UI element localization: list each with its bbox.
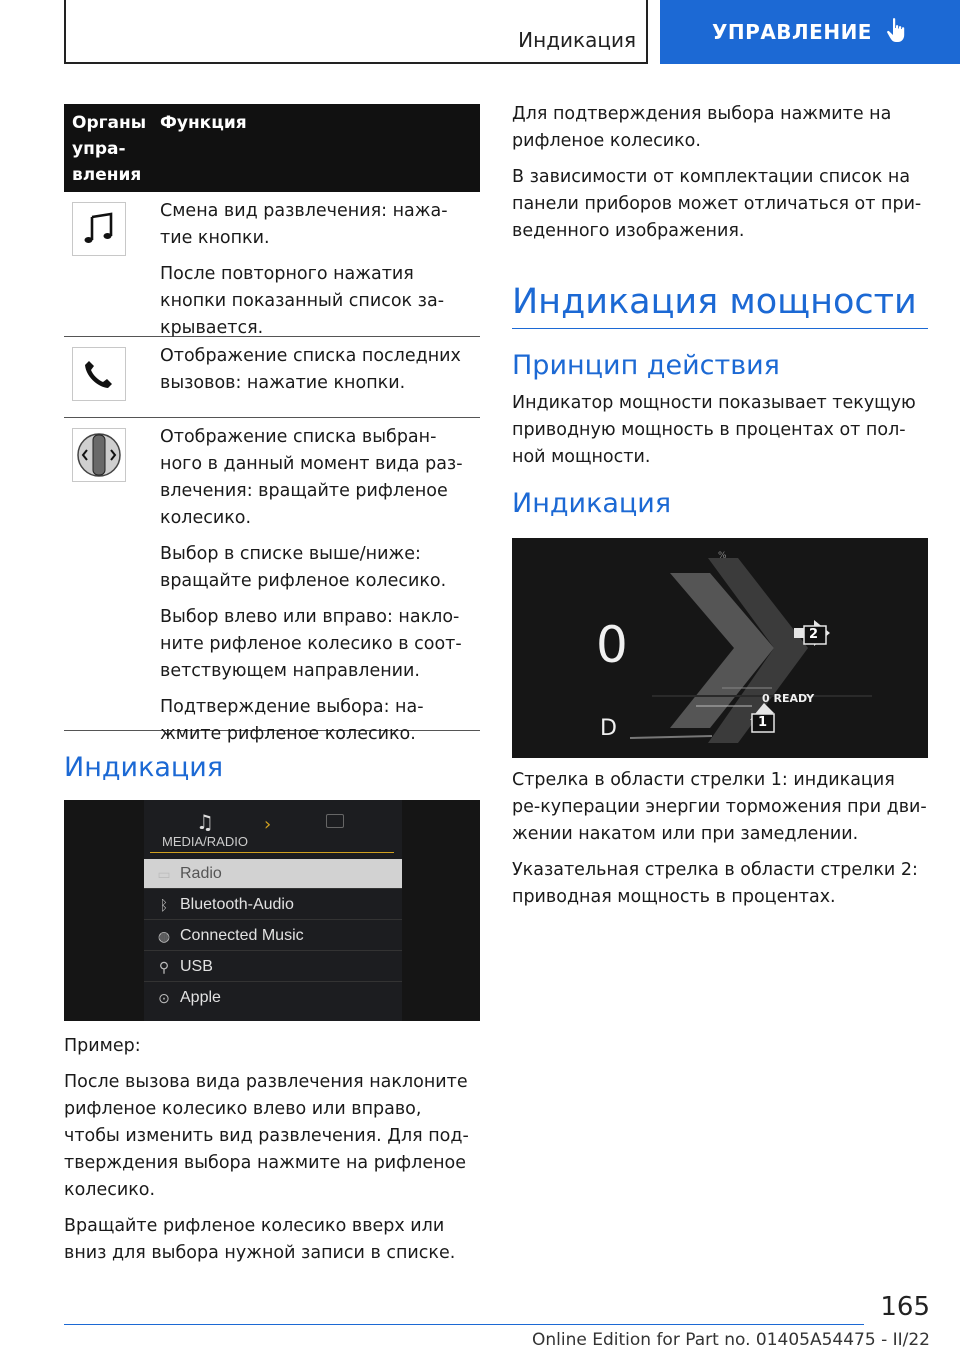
section-title: Индикация xyxy=(518,28,636,52)
paragraph: Вращайте рифленое колесико вверх или вниз для выбора нужной записи в списке. xyxy=(64,1216,456,1263)
right-intro-text xyxy=(512,101,928,254)
table-cell-text: После повторного нажатия кнопки показанный список за-крывается. xyxy=(160,264,445,338)
ready-label: 0 READY xyxy=(762,692,815,705)
folder-icon: ▭ xyxy=(157,866,171,882)
usb-icon: ⚲ xyxy=(158,959,170,975)
table-cell-text: Подтверждение выбора: на-жмите рифленое колесико. xyxy=(160,697,424,744)
table-row xyxy=(64,418,480,744)
chapter-tab xyxy=(660,0,960,64)
table-cell-text: Отображение списка последних вызовов: нажатие кнопки. xyxy=(160,346,461,393)
media-screen-image xyxy=(64,800,480,1021)
chevron-right-icon: › xyxy=(264,814,272,835)
chapter-title: УПРАВЛЕНИЕ xyxy=(712,20,872,44)
list-item[interactable] xyxy=(144,890,402,920)
paragraph: Стрелка в области стрелки 1: индикация ре-куперации энергии торможения при дви-жении накатом или при замедлении. xyxy=(512,770,927,844)
list-item-label: Bluetooth-Audio xyxy=(180,896,294,913)
paragraph: В зависимости от комплектации список на панели приборов может отличаться от при-веденного изображения. xyxy=(512,167,922,241)
list-item[interactable] xyxy=(144,921,402,951)
speed-readout: 0 xyxy=(596,616,628,674)
phone-handset-icon xyxy=(72,347,126,401)
table-row xyxy=(64,337,480,418)
left-body-text xyxy=(64,1033,480,1276)
table-header xyxy=(64,104,480,192)
page-number: 165 xyxy=(880,1292,930,1322)
power-display-heading: Индикация мощности xyxy=(512,282,917,322)
list-item[interactable] xyxy=(144,983,402,1013)
callout-1: 1 xyxy=(758,715,768,730)
paragraph: Индикатор мощности показывает текущую приводную мощность в процентах от пол-ной мощности. xyxy=(512,393,916,467)
power-display-image xyxy=(512,538,928,758)
list-item-label: Connected Music xyxy=(180,927,304,944)
paragraph: Для подтверждения выбора нажмите на рифленое колесико. xyxy=(512,104,892,151)
list-item[interactable] xyxy=(144,859,402,889)
globe-icon: ◍ xyxy=(157,928,171,944)
edition-line: Online Edition for Part no. 01405A54475 - II/22 xyxy=(531,1330,930,1350)
principle-text xyxy=(512,390,928,480)
music-note-icon: ♫ xyxy=(196,810,214,834)
list-item-label: Apple xyxy=(180,989,221,1006)
controls-table xyxy=(64,104,480,744)
table-cell-text: Смена вид развлечения: нажа-тие кнопки. xyxy=(160,201,448,248)
paragraph: После вызова вида развлечения наклоните рифленое колесико влево или вправо, чтобы изменить вид развлечения. Для под-тверждения выбора нажмите на рифленое колесико. xyxy=(64,1072,469,1200)
list-item-label: Radio xyxy=(180,865,222,882)
table-cell-text: Отображение списка выбран-ного в данный момент вида раз-влечения: вращайте рифленое колесико. xyxy=(160,427,463,528)
table-header-function: Функция xyxy=(160,113,247,133)
heading-rule xyxy=(512,328,928,329)
table-cell-text: Выбор влево или вправо: накло-ните рифленое колесико в соот-ветствующем направлении. xyxy=(160,607,462,681)
list-item-label: USB xyxy=(180,958,213,975)
right-body-text xyxy=(512,767,928,920)
display-heading: Индикация xyxy=(512,488,672,519)
media-tab-label: MEDIA/RADIO xyxy=(162,834,248,849)
tab-underline xyxy=(150,852,394,853)
display-heading: Индикация xyxy=(64,752,224,783)
music-note-icon xyxy=(72,202,126,256)
percent-label: % xyxy=(718,551,727,561)
play-circle-icon: ⊙ xyxy=(158,990,170,1006)
table-cell-text: Выбор в списке выше/ниже: вращайте рифленое колесико. xyxy=(160,544,447,591)
bluetooth-icon: ᛒ xyxy=(159,897,169,913)
table-row xyxy=(64,192,480,337)
list-item[interactable] xyxy=(144,952,402,982)
example-label: Пример: xyxy=(64,1036,141,1056)
callout-2: 2 xyxy=(809,627,819,642)
footer-rule xyxy=(64,1324,864,1325)
gear-indicator: D xyxy=(600,716,617,741)
table-header-controls: Органы упра-вления xyxy=(72,113,147,185)
folder-icon xyxy=(326,814,344,828)
thumbwheel-icon xyxy=(72,428,126,482)
hand-pointer-icon xyxy=(886,17,908,48)
principle-heading: Принцип действия xyxy=(512,350,780,381)
paragraph: Указательная стрелка в области стрелки 2: приводная мощность в процентах. xyxy=(512,860,918,907)
